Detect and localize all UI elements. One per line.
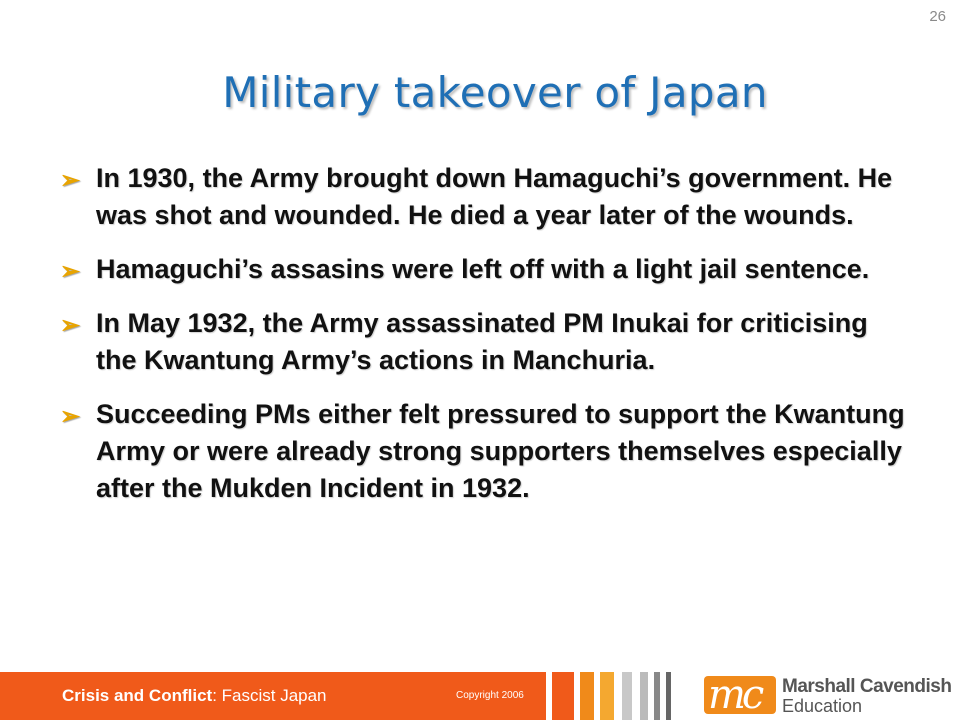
bullet-text: In 1930, the Army brought down Hamaguchi’s government. He was shot and wounded. He died a year later of the wounds.	[96, 163, 893, 230]
bullet-text: Hamaguchi’s assasins were left off with a light jail sentence.	[96, 254, 870, 284]
course-title	[62, 686, 327, 706]
decor-stripe	[654, 672, 660, 720]
decor-stripe	[622, 672, 632, 720]
decor-stripe	[580, 672, 594, 720]
course-title-bold: Crisis and Conflict	[62, 686, 213, 705]
decor-stripe	[666, 672, 671, 720]
decor-stripe	[640, 672, 648, 720]
course-title-rest: : Fascist Japan	[212, 686, 327, 705]
footer-bar	[0, 672, 546, 720]
bullet-text: Succeeding PMs either felt pressured to support the Kwantung Army or were already strong supporters themselves especially after the Mukden Incident in 1932.	[96, 399, 905, 503]
publisher-name: Marshall Cavendish	[782, 676, 952, 697]
arrow-right-icon: ➢	[60, 167, 81, 194]
footer	[0, 672, 960, 720]
arrow-right-icon: ➢	[60, 258, 81, 285]
publisher-division: Education	[782, 696, 863, 716]
bullet-item	[60, 160, 910, 234]
bullet-list	[60, 160, 910, 524]
slide-title: Military takeover of Japan	[222, 68, 768, 117]
bullet-item	[60, 305, 910, 379]
logo-mark-text: mc	[708, 672, 761, 718]
decor-stripe	[552, 672, 574, 720]
slide-number: 26	[929, 8, 946, 25]
publisher-logo-mark	[704, 672, 776, 718]
decor-stripe	[600, 672, 614, 720]
arrow-right-icon: ➢	[60, 403, 81, 430]
bullet-item	[60, 251, 910, 288]
bullet-text: In May 1932, the Army assassinated PM Inukai for criticising the Kwantung Army’s actions in Manchuria.	[96, 308, 868, 375]
copyright-text: Copyright 2006	[456, 690, 524, 701]
arrow-right-icon: ➢	[60, 312, 81, 339]
bullet-item	[60, 396, 910, 507]
